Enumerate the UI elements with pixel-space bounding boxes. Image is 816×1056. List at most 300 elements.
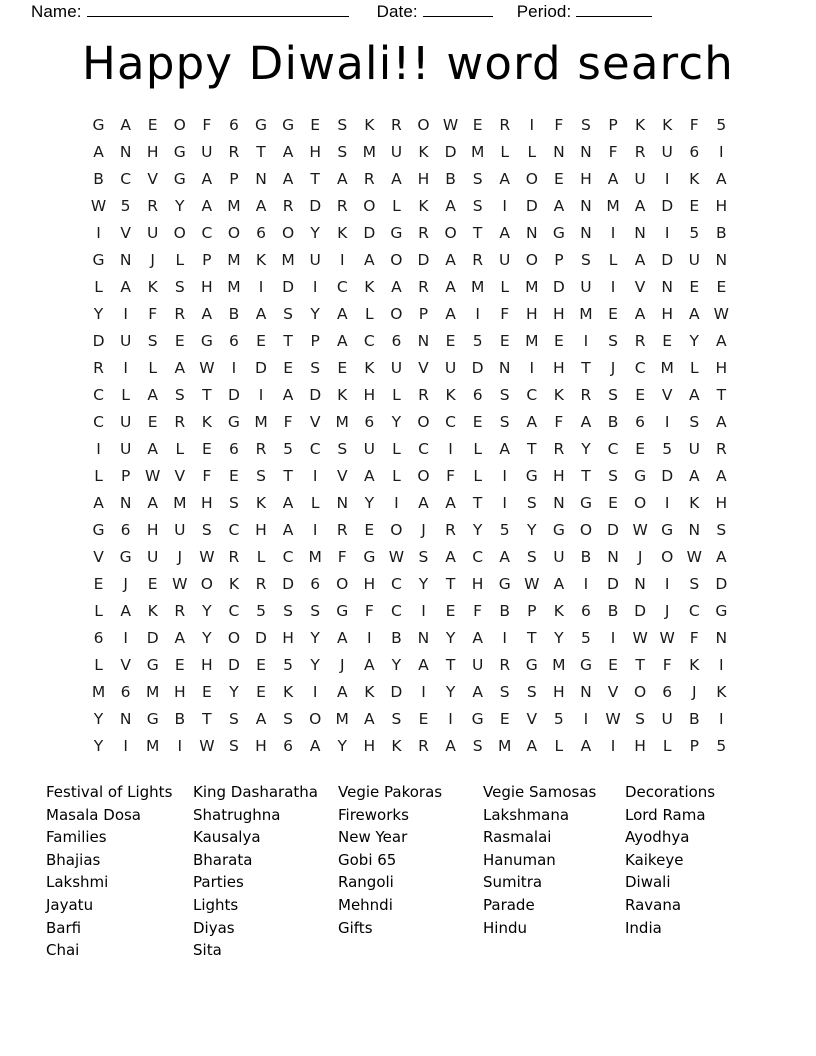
grid-cell[interactable]: M: [308, 548, 322, 566]
grid-cell[interactable]: O: [336, 575, 349, 593]
grid-cell[interactable]: A: [391, 170, 402, 188]
grid-cell[interactable]: H: [580, 170, 592, 188]
grid-cell[interactable]: W: [145, 467, 161, 485]
grid-cell[interactable]: H: [363, 737, 376, 755]
word-list-item[interactable]: Hanuman: [483, 850, 556, 869]
grid-cell[interactable]: 5: [716, 116, 727, 134]
grid-cell[interactable]: R: [174, 602, 186, 620]
grid-cell[interactable]: P: [554, 251, 564, 269]
grid-cell[interactable]: I: [177, 737, 183, 755]
grid-cell[interactable]: M: [525, 332, 539, 350]
grid-cell[interactable]: T: [527, 629, 537, 647]
grid-cell[interactable]: A: [580, 413, 592, 431]
grid-cell[interactable]: K: [553, 602, 564, 620]
grid-cell[interactable]: A: [418, 494, 429, 512]
grid-cell[interactable]: A: [174, 359, 186, 377]
grid-cell[interactable]: M: [498, 737, 512, 755]
grid-cell[interactable]: D: [255, 359, 267, 377]
grid-cell[interactable]: D: [282, 575, 295, 593]
grid-cell[interactable]: A: [553, 575, 565, 593]
grid-cell[interactable]: H: [255, 521, 267, 539]
grid-cell[interactable]: Y: [310, 629, 320, 647]
grid-cell[interactable]: Y: [93, 710, 104, 728]
grid-cell[interactable]: S: [201, 521, 212, 539]
grid-cell[interactable]: A: [282, 521, 294, 539]
grid-cell[interactable]: A: [336, 332, 348, 350]
grid-cell[interactable]: E: [608, 656, 618, 674]
grid-cell[interactable]: B: [391, 629, 402, 647]
grid-cell[interactable]: H: [146, 521, 159, 539]
grid-cell[interactable]: A: [634, 305, 646, 323]
grid-cell[interactable]: G: [146, 710, 159, 728]
grid-cell[interactable]: U: [661, 710, 673, 728]
grid-cell[interactable]: V: [526, 710, 538, 728]
grid-cell[interactable]: R: [174, 413, 186, 431]
word-list-item[interactable]: New Year: [338, 828, 408, 847]
grid-cell[interactable]: S: [147, 332, 158, 350]
grid-cell[interactable]: C: [526, 386, 538, 404]
grid-cell[interactable]: C: [688, 602, 700, 620]
grid-cell[interactable]: V: [120, 656, 131, 674]
grid-cell[interactable]: W: [90, 197, 107, 215]
grid-cell[interactable]: Y: [445, 683, 456, 701]
grid-cell[interactable]: U: [147, 548, 159, 566]
grid-cell[interactable]: L: [365, 305, 374, 323]
word-list-item[interactable]: Parade: [483, 895, 535, 914]
grid-cell[interactable]: O: [634, 683, 647, 701]
grid-cell[interactable]: F: [689, 629, 699, 647]
grid-cell[interactable]: M: [470, 143, 485, 161]
grid-cell[interactable]: U: [174, 521, 186, 539]
grid-cell[interactable]: T: [256, 143, 266, 161]
grid-cell[interactable]: I: [123, 359, 128, 377]
grid-cell[interactable]: A: [120, 278, 131, 296]
grid-cell[interactable]: G: [390, 224, 403, 242]
grid-cell[interactable]: G: [336, 602, 349, 620]
grid-cell[interactable]: L: [689, 359, 699, 377]
grid-cell[interactable]: C: [309, 440, 321, 458]
grid-cell[interactable]: D: [417, 251, 430, 269]
grid-cell[interactable]: L: [473, 467, 482, 485]
grid-cell[interactable]: S: [174, 278, 185, 296]
grid-cell[interactable]: R: [634, 143, 646, 161]
grid-cell[interactable]: I: [312, 467, 318, 485]
grid-cell[interactable]: C: [93, 413, 104, 431]
grid-cell[interactable]: K: [283, 683, 294, 701]
grid-cell[interactable]: F: [554, 116, 564, 134]
grid-cell[interactable]: M: [146, 737, 160, 755]
grid-cell[interactable]: 6: [472, 386, 483, 404]
grid-cell[interactable]: E: [499, 332, 510, 350]
grid-cell[interactable]: A: [255, 305, 267, 323]
grid-cell[interactable]: D: [309, 386, 322, 404]
grid-cell[interactable]: C: [418, 440, 429, 458]
grid-cell[interactable]: D: [92, 332, 105, 350]
grid-cell[interactable]: R: [255, 440, 267, 458]
grid-cell[interactable]: A: [282, 170, 294, 188]
grid-cell[interactable]: I: [529, 359, 535, 377]
grid-cell[interactable]: E: [337, 359, 348, 377]
grid-cell[interactable]: Y: [554, 629, 564, 647]
grid-cell[interactable]: N: [498, 359, 511, 377]
grid-cell[interactable]: I: [394, 494, 399, 512]
grid-cell[interactable]: I: [502, 494, 507, 512]
grid-cell[interactable]: V: [336, 467, 348, 485]
grid-cell[interactable]: C: [228, 602, 240, 620]
grid-cell[interactable]: A: [364, 710, 375, 728]
grid-cell[interactable]: O: [417, 467, 430, 485]
grid-cell[interactable]: M: [146, 683, 160, 701]
grid-cell[interactable]: A: [336, 170, 348, 188]
grid-cell[interactable]: N: [417, 332, 430, 350]
grid-cell[interactable]: E: [689, 197, 700, 215]
grid-cell[interactable]: S: [310, 602, 321, 620]
grid-cell[interactable]: D: [227, 656, 240, 674]
grid-cell[interactable]: T: [581, 359, 591, 377]
grid-cell[interactable]: A: [499, 548, 511, 566]
grid-cell[interactable]: S: [499, 683, 510, 701]
grid-cell[interactable]: N: [688, 521, 701, 539]
grid-cell[interactable]: R: [336, 521, 348, 539]
grid-cell[interactable]: S: [229, 494, 239, 512]
grid-cell[interactable]: 6: [689, 143, 700, 161]
grid-cell[interactable]: H: [363, 386, 376, 404]
grid-cell[interactable]: E: [553, 332, 564, 350]
grid-cell[interactable]: U: [688, 440, 700, 458]
grid-cell[interactable]: M: [525, 278, 539, 296]
grid-cell[interactable]: A: [634, 197, 646, 215]
grid-cell[interactable]: F: [473, 602, 483, 620]
grid-cell[interactable]: L: [500, 278, 510, 296]
grid-cell[interactable]: A: [174, 629, 186, 647]
grid-cell[interactable]: N: [553, 143, 565, 161]
grid-cell[interactable]: K: [553, 386, 564, 404]
grid-cell[interactable]: J: [691, 683, 697, 701]
word-list-item[interactable]: Hindu: [483, 918, 527, 937]
word-list-item[interactable]: Rasmalai: [483, 828, 552, 847]
grid-cell[interactable]: R: [93, 359, 104, 377]
grid-cell[interactable]: A: [120, 116, 131, 134]
grid-cell[interactable]: S: [581, 116, 591, 134]
grid-cell[interactable]: E: [310, 116, 321, 134]
grid-cell[interactable]: B: [580, 548, 592, 566]
grid-cell[interactable]: M: [660, 359, 674, 377]
grid-cell[interactable]: A: [688, 305, 700, 323]
grid-cell[interactable]: E: [635, 440, 645, 458]
grid-cell[interactable]: G: [525, 467, 538, 485]
grid-cell[interactable]: F: [554, 413, 564, 431]
grid-cell[interactable]: 5: [662, 440, 673, 458]
grid-cell[interactable]: E: [553, 170, 564, 188]
grid-cell[interactable]: G: [92, 251, 105, 269]
grid-cell[interactable]: T: [445, 656, 456, 674]
grid-cell[interactable]: G: [92, 521, 105, 539]
grid-cell[interactable]: A: [688, 467, 700, 485]
grid-cell[interactable]: F: [364, 602, 374, 620]
grid-cell[interactable]: A: [445, 548, 456, 566]
grid-cell[interactable]: S: [337, 143, 348, 161]
grid-cell[interactable]: E: [716, 278, 727, 296]
grid-cell[interactable]: Y: [337, 737, 347, 755]
grid-cell[interactable]: P: [310, 332, 320, 350]
grid-cell[interactable]: S: [337, 440, 348, 458]
grid-cell[interactable]: A: [364, 656, 375, 674]
grid-cell[interactable]: H: [715, 359, 728, 377]
grid-cell[interactable]: N: [580, 197, 592, 215]
word-list-item[interactable]: Shatrughna: [193, 805, 281, 824]
grid-cell[interactable]: W: [605, 710, 621, 728]
grid-cell[interactable]: D: [634, 602, 647, 620]
grid-cell[interactable]: H: [201, 494, 213, 512]
grid-cell[interactable]: E: [283, 359, 293, 377]
grid-cell[interactable]: E: [608, 494, 618, 512]
grid-cell[interactable]: E: [174, 332, 185, 350]
grid-cell[interactable]: E: [418, 710, 429, 728]
grid-cell[interactable]: A: [364, 251, 375, 269]
grid-cell[interactable]: C: [607, 440, 619, 458]
grid-cell[interactable]: 6: [228, 332, 239, 350]
grid-cell[interactable]: E: [256, 683, 266, 701]
word-list-item[interactable]: Ravana: [625, 895, 682, 914]
grid-cell[interactable]: A: [147, 440, 158, 458]
name-blank-line[interactable]: [87, 2, 349, 17]
grid-cell[interactable]: F: [662, 656, 672, 674]
grid-cell[interactable]: K: [418, 143, 429, 161]
grid-cell[interactable]: F: [608, 143, 618, 161]
grid-cell[interactable]: S: [526, 548, 537, 566]
word-list-item[interactable]: Bharata: [193, 850, 253, 869]
grid-cell[interactable]: U: [363, 440, 375, 458]
grid-cell[interactable]: L: [94, 602, 103, 620]
grid-cell[interactable]: E: [147, 413, 158, 431]
grid-cell[interactable]: I: [610, 737, 616, 755]
grid-cell[interactable]: G: [634, 467, 647, 485]
grid-cell[interactable]: G: [525, 656, 538, 674]
grid-cell[interactable]: I: [664, 575, 670, 593]
grid-cell[interactable]: H: [201, 278, 213, 296]
grid-cell[interactable]: A: [255, 710, 267, 728]
grid-cell[interactable]: A: [445, 278, 456, 296]
grid-cell[interactable]: R: [255, 575, 267, 593]
grid-cell[interactable]: F: [283, 413, 293, 431]
grid-cell[interactable]: I: [502, 197, 507, 215]
grid-cell[interactable]: O: [634, 494, 647, 512]
word-list-item[interactable]: Ayodhya: [625, 828, 690, 847]
grid-cell[interactable]: G: [173, 143, 186, 161]
word-list-item[interactable]: Families: [46, 828, 107, 847]
grid-cell[interactable]: L: [392, 467, 401, 485]
grid-cell[interactable]: S: [499, 413, 510, 431]
grid-cell[interactable]: U: [634, 170, 646, 188]
grid-cell[interactable]: H: [715, 197, 728, 215]
grid-cell[interactable]: A: [336, 305, 348, 323]
grid-cell[interactable]: K: [147, 602, 158, 620]
grid-cell[interactable]: D: [661, 197, 674, 215]
grid-cell[interactable]: U: [471, 656, 484, 674]
period-blank-line[interactable]: [576, 2, 652, 17]
grid-cell[interactable]: G: [146, 656, 159, 674]
grid-cell[interactable]: A: [607, 170, 619, 188]
grid-cell[interactable]: R: [336, 197, 348, 215]
grid-cell[interactable]: U: [309, 251, 321, 269]
grid-cell[interactable]: V: [418, 359, 429, 377]
grid-cell[interactable]: P: [120, 467, 131, 485]
grid-cell[interactable]: D: [607, 575, 619, 593]
grid-cell[interactable]: A: [580, 737, 592, 755]
grid-cell[interactable]: I: [339, 251, 345, 269]
grid-cell[interactable]: P: [527, 602, 537, 620]
grid-cell[interactable]: A: [282, 143, 294, 161]
word-list-item[interactable]: Mehndi: [338, 895, 393, 914]
word-list-item[interactable]: Kaikeye: [625, 850, 684, 869]
grid-cell[interactable]: H: [715, 494, 728, 512]
grid-cell[interactable]: O: [579, 521, 593, 539]
grid-cell[interactable]: R: [472, 251, 484, 269]
grid-cell[interactable]: B: [688, 710, 700, 728]
grid-cell[interactable]: 6: [228, 440, 239, 458]
grid-cell[interactable]: O: [525, 170, 538, 188]
grid-cell[interactable]: A: [201, 197, 213, 215]
grid-cell[interactable]: N: [255, 170, 267, 188]
grid-cell[interactable]: W: [172, 575, 188, 593]
grid-cell[interactable]: M: [227, 278, 241, 296]
grid-cell[interactable]: P: [689, 737, 699, 755]
grid-cell[interactable]: H: [553, 359, 565, 377]
grid-cell[interactable]: L: [608, 251, 618, 269]
grid-cell[interactable]: H: [553, 467, 565, 485]
grid-cell[interactable]: I: [123, 305, 128, 323]
date-blank-line[interactable]: [423, 2, 493, 17]
grid-cell[interactable]: M: [579, 305, 593, 323]
grid-cell[interactable]: Y: [202, 602, 212, 620]
grid-cell[interactable]: 5: [120, 197, 131, 215]
grid-cell[interactable]: V: [120, 224, 131, 242]
word-list-item[interactable]: Lakshmi: [46, 873, 109, 892]
grid-cell[interactable]: E: [364, 521, 375, 539]
grid-cell[interactable]: M: [227, 197, 241, 215]
grid-cell[interactable]: H: [146, 143, 159, 161]
grid-cell[interactable]: I: [421, 683, 426, 701]
grid-cell[interactable]: I: [610, 629, 616, 647]
grid-cell[interactable]: N: [661, 278, 673, 296]
grid-cell[interactable]: T: [202, 386, 212, 404]
grid-cell[interactable]: I: [664, 170, 670, 188]
grid-cell[interactable]: E: [608, 305, 618, 323]
grid-cell[interactable]: C: [390, 602, 402, 620]
grid-cell[interactable]: Y: [202, 629, 212, 647]
grid-cell[interactable]: 5: [716, 737, 727, 755]
grid-cell[interactable]: V: [93, 548, 104, 566]
grid-cell[interactable]: E: [147, 116, 158, 134]
grid-cell[interactable]: 6: [228, 116, 239, 134]
grid-cell[interactable]: P: [202, 251, 212, 269]
grid-cell[interactable]: D: [607, 521, 619, 539]
grid-cell[interactable]: D: [471, 359, 484, 377]
grid-cell[interactable]: L: [554, 737, 564, 755]
grid-cell[interactable]: N: [525, 224, 538, 242]
grid-cell[interactable]: U: [119, 413, 132, 431]
grid-cell[interactable]: W: [199, 548, 215, 566]
grid-cell[interactable]: S: [581, 251, 591, 269]
grid-cell[interactable]: G: [200, 332, 213, 350]
grid-cell[interactable]: Y: [445, 629, 456, 647]
grid-cell[interactable]: B: [174, 710, 186, 728]
grid-cell[interactable]: A: [445, 494, 456, 512]
grid-cell[interactable]: S: [472, 197, 483, 215]
grid-cell[interactable]: Y: [93, 737, 104, 755]
grid-cell[interactable]: V: [174, 467, 186, 485]
word-list-item[interactable]: Parties: [193, 873, 244, 892]
grid-cell[interactable]: Y: [310, 305, 320, 323]
grid-cell[interactable]: O: [444, 224, 457, 242]
grid-cell[interactable]: E: [147, 575, 158, 593]
grid-cell[interactable]: M: [254, 413, 268, 431]
grid-cell[interactable]: E: [174, 656, 185, 674]
grid-cell[interactable]: A: [201, 170, 213, 188]
grid-cell[interactable]: P: [608, 116, 618, 134]
grid-cell[interactable]: S: [526, 683, 537, 701]
grid-cell[interactable]: 5: [553, 710, 564, 728]
grid-cell[interactable]: N: [634, 224, 646, 242]
grid-cell[interactable]: D: [390, 683, 403, 701]
grid-cell[interactable]: L: [310, 494, 320, 512]
grid-cell[interactable]: N: [580, 224, 592, 242]
grid-cell[interactable]: M: [173, 494, 187, 512]
grid-cell[interactable]: I: [312, 683, 318, 701]
grid-cell[interactable]: U: [499, 251, 511, 269]
grid-cell[interactable]: C: [363, 332, 375, 350]
grid-cell[interactable]: I: [367, 629, 372, 647]
grid-cell[interactable]: A: [391, 278, 402, 296]
grid-cell[interactable]: T: [472, 494, 483, 512]
grid-cell[interactable]: J: [150, 251, 155, 269]
grid-cell[interactable]: E: [472, 413, 483, 431]
word-list-item[interactable]: Lights: [193, 895, 239, 914]
grid-cell[interactable]: R: [282, 197, 294, 215]
grid-cell[interactable]: G: [579, 656, 592, 674]
grid-cell[interactable]: I: [583, 332, 589, 350]
grid-cell[interactable]: D: [146, 629, 159, 647]
word-list-item[interactable]: Diwali: [625, 873, 671, 892]
word-list-item[interactable]: Masala Dosa: [46, 805, 142, 824]
grid-cell[interactable]: S: [174, 386, 185, 404]
grid-cell[interactable]: F: [446, 467, 456, 485]
grid-cell[interactable]: A: [201, 305, 213, 323]
grid-cell[interactable]: V: [607, 683, 619, 701]
grid-cell[interactable]: L: [392, 197, 401, 215]
grid-cell[interactable]: V: [309, 413, 321, 431]
grid-cell[interactable]: C: [93, 386, 104, 404]
grid-cell[interactable]: R: [499, 656, 511, 674]
grid-cell[interactable]: I: [719, 143, 724, 161]
grid-cell[interactable]: S: [472, 737, 483, 755]
grid-cell[interactable]: I: [96, 224, 101, 242]
grid-cell[interactable]: H: [525, 305, 538, 323]
grid-cell[interactable]: G: [552, 521, 565, 539]
grid-cell[interactable]: E: [689, 278, 700, 296]
grid-cell[interactable]: L: [500, 143, 510, 161]
grid-cell[interactable]: J: [664, 602, 670, 620]
word-list-item[interactable]: Sita: [193, 941, 222, 960]
grid-cell[interactable]: 6: [635, 413, 646, 431]
grid-cell[interactable]: C: [634, 359, 646, 377]
grid-cell[interactable]: I: [231, 359, 237, 377]
grid-cell[interactable]: S: [716, 521, 727, 539]
grid-cell[interactable]: D: [525, 197, 538, 215]
grid-cell[interactable]: H: [553, 305, 565, 323]
grid-cell[interactable]: R: [715, 440, 727, 458]
grid-cell[interactable]: C: [228, 521, 240, 539]
